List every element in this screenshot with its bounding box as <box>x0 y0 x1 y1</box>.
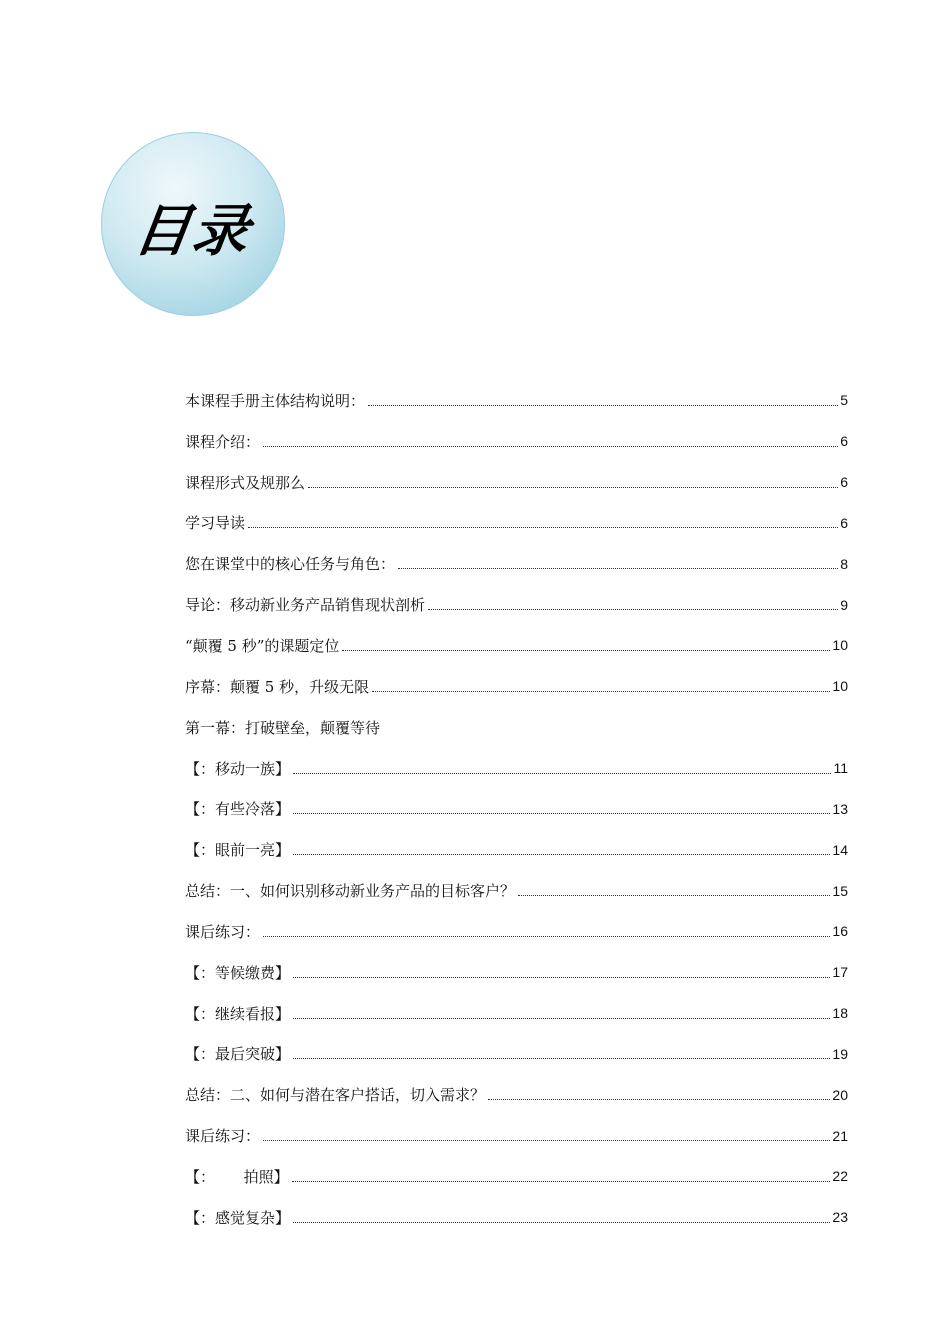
toc-entry-label: 课程介绍： <box>185 432 261 451</box>
toc-entry-label: 总结：一、如何识别移动新业务产品的目标客户？ <box>185 882 516 901</box>
toc-entry-page: 19 <box>832 1045 848 1062</box>
toc-entry-label: 【：感觉复杂】 <box>185 1208 291 1227</box>
page-title: 目录 <box>129 199 255 264</box>
toc-entry-label: 【：有些冷落】 <box>185 800 291 819</box>
toc-dot-leader <box>293 1058 830 1059</box>
toc-entry-label: 第一幕：打破壁垒，颠覆等待 <box>185 718 381 737</box>
toc-entry-label: 课后练习： <box>185 922 261 941</box>
toc-entry[interactable] <box>185 584 848 625</box>
toc-dot-leader <box>263 446 838 447</box>
toc-entry-page: 14 <box>832 841 848 858</box>
toc-entry[interactable] <box>185 503 848 544</box>
toc-dot-leader <box>368 405 838 406</box>
toc-entry-page: 11 <box>833 760 848 777</box>
toc-entry-label: 导论：移动新业务产品销售现状剖析 <box>185 596 426 615</box>
toc-dot-leader <box>428 609 838 610</box>
toc-entry-label: 【：等候缴费】 <box>185 963 291 982</box>
toc-entry[interactable] <box>185 748 848 789</box>
toc-entry-page: 17 <box>832 964 848 981</box>
toc-entry[interactable] <box>185 625 848 666</box>
toc-entry-page: 10 <box>832 637 848 654</box>
toc-dot-leader <box>292 1181 831 1182</box>
toc-entry-page: 10 <box>832 678 848 695</box>
toc-entry-page: 6 <box>840 474 848 491</box>
toc-entry-page: 16 <box>832 923 848 940</box>
toc-entry[interactable] <box>185 421 848 462</box>
toc-entry-label: 【： 拍照】 <box>185 1167 289 1186</box>
toc-dot-leader <box>488 1099 830 1100</box>
toc-section-heading[interactable] <box>185 707 848 748</box>
toc-dot-leader <box>248 527 838 528</box>
toc-dot-leader <box>308 487 838 488</box>
toc-entry[interactable] <box>185 952 848 993</box>
toc-entry[interactable] <box>185 1074 848 1115</box>
toc-entry-label: 序幕：颠覆 5 秒，升级无限 <box>185 677 370 696</box>
toc-entry-page: 13 <box>832 800 848 817</box>
toc-dot-leader <box>372 691 830 692</box>
toc-entry-label: 【：移动一族】 <box>185 759 291 778</box>
toc-entry[interactable] <box>185 380 848 421</box>
toc-entry-label: 【：继续看报】 <box>185 1004 291 1023</box>
toc-entry-page: 15 <box>832 882 848 899</box>
toc-entry-label: 您在课堂中的核心任务与角色： <box>185 555 396 574</box>
toc-entry-label: 【：眼前一亮】 <box>185 841 291 860</box>
toc-entry[interactable] <box>185 911 848 952</box>
toc-entry[interactable] <box>185 666 848 707</box>
toc-entry-page: 22 <box>832 1168 848 1185</box>
toc-entry[interactable] <box>185 1034 848 1075</box>
toc-dot-leader <box>293 977 830 978</box>
toc-entry-page: 6 <box>840 514 848 531</box>
toc-entry[interactable] <box>185 993 848 1034</box>
toc-dot-leader <box>293 1018 830 1019</box>
toc-dot-leader <box>293 1222 830 1223</box>
toc-entry-label: 课程形式及规那么 <box>185 473 306 492</box>
toc-dot-leader <box>293 854 830 855</box>
toc-entry[interactable] <box>185 543 848 584</box>
toc-entry-page: 6 <box>840 433 848 450</box>
toc-entry[interactable] <box>185 829 848 870</box>
title-badge <box>101 132 285 316</box>
toc-entry-page: 23 <box>832 1209 848 1226</box>
toc-entry-label: 学习导读 <box>185 514 246 533</box>
toc-entry-page: 20 <box>832 1086 848 1103</box>
toc-entry[interactable] <box>185 1197 848 1238</box>
toc-dot-leader <box>263 936 830 937</box>
toc-dot-leader <box>263 1140 830 1141</box>
toc-entry-page: 5 <box>840 392 848 409</box>
toc-entry-page: 21 <box>832 1127 848 1144</box>
toc-entry[interactable] <box>185 462 848 503</box>
toc-dot-leader <box>398 568 838 569</box>
toc-entry-page: 8 <box>840 555 848 572</box>
toc-entry[interactable] <box>185 870 848 911</box>
toc-dot-leader <box>293 773 831 774</box>
toc-entry[interactable] <box>185 1115 848 1156</box>
toc-entry-label: 【：最后突破】 <box>185 1045 291 1064</box>
toc-entry-label: “颠覆 5 秒”的课题定位 <box>185 636 340 655</box>
toc-entry-page: 9 <box>840 596 848 613</box>
toc-dot-leader <box>293 813 830 814</box>
toc-dot-leader <box>342 650 830 651</box>
toc-dot-leader <box>518 895 830 896</box>
toc-entry-label: 本课程手册主体结构说明： <box>185 391 366 410</box>
toc-entry[interactable] <box>185 1156 848 1197</box>
toc-entry-page: 18 <box>832 1005 848 1022</box>
table-of-contents <box>185 380 848 1238</box>
toc-entry[interactable] <box>185 788 848 829</box>
toc-entry-label: 总结：二、如何与潜在客户搭话，切入需求？ <box>185 1086 486 1105</box>
toc-entry-label: 课后练习： <box>185 1127 261 1146</box>
